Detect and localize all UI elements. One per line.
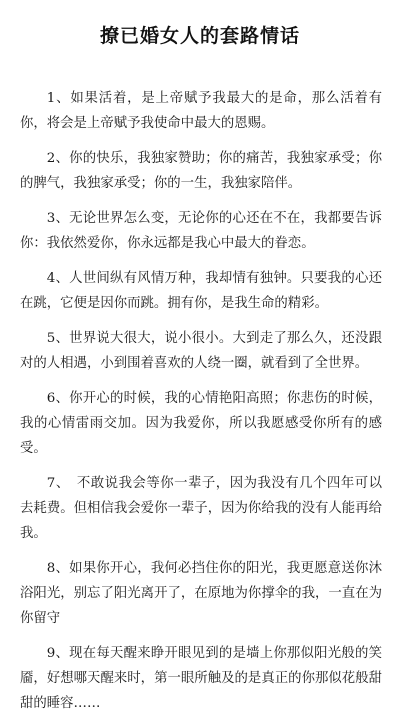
paragraph-8: 8、如果你开心，我何必挡住你的阳光，我更愿意送你沐浴阳光，别忘了阳光离开了，在原地为你撑伞的我，一直在为你留守 (20, 561, 382, 626)
document-title: 撩已婚女人的套路情话 (99, 25, 300, 47)
paragraph-9: 9、现在每天醒来睁开眼见到的是墙上你那似阳光般的笑靥，好想哪天醒来时，第一眼所触及的是真正的你那似花般甜甜的睡容…… (20, 646, 382, 711)
document-body (20, 86, 382, 726)
paragraph-4: 4、人世间纵有风情万种，我却情有独钟。只要我的心还在跳，它便是因你而跳。拥有你，是我生命的精彩。 (20, 271, 382, 311)
paragraph-3: 3、无论世界怎么变，无论你的心还在不在，我都要告诉你：我依然爱你，你永远都是我心中最大的眷恋。 (20, 211, 382, 251)
paragraph-2: 2、你的快乐，我独家赞助；你的痛苦，我独家承受；你的脾气，我独家承受；你的一生，我独家陪伴。 (20, 151, 382, 191)
paragraph-6: 6、你开心的时候，我的心情艳阳高照；你悲伤的时候，我的心情雷雨交加。因为我爱你，所以我愿感受你所有的感受。 (20, 391, 382, 456)
paragraph-5: 5、世界说大很大，说小很小。大到走了那么久，还没跟对的人相遇，小到围着喜欢的人绕一圈，就看到了全世界。 (20, 331, 382, 371)
paragraph-7: 7、 不敢说我会等你一辈子，因为我没有几个四年可以去耗费。但相信我会爱你一辈子，因为你给我的没有人能再给我。 (20, 476, 382, 541)
paragraph-1: 1、如果活着，是上帝赋予我最大的是命，那么活着有你，将会是上帝赋予我使命中最大的恩赐。 (20, 91, 382, 131)
